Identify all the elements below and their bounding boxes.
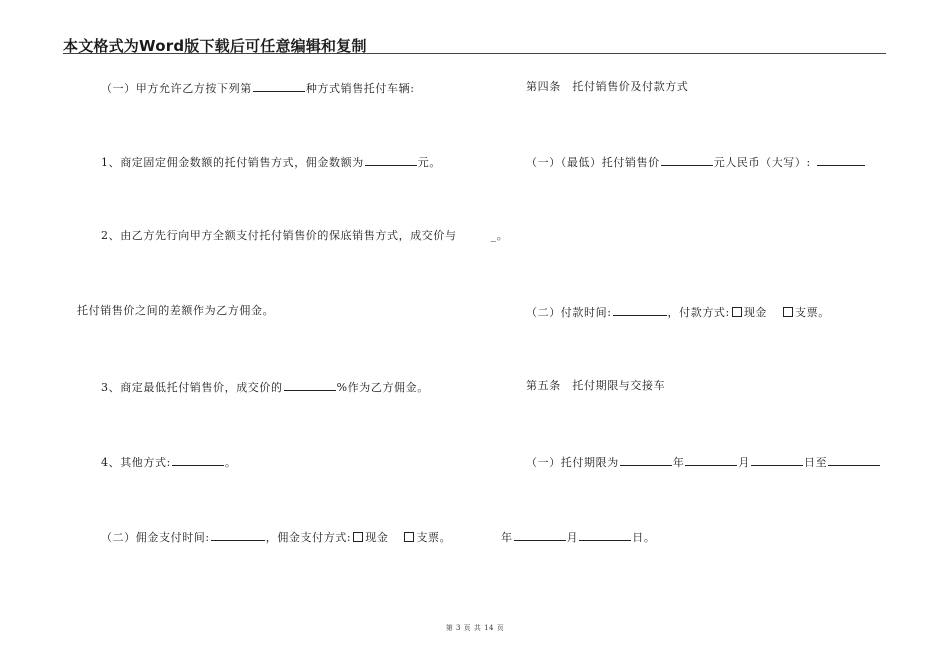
- empty-checkbox-icon[interactable]: [732, 307, 742, 317]
- article-four-heading: 第四条 托付销售价及付款方式: [526, 80, 689, 93]
- right-line-5-text-c: 月: [738, 456, 751, 469]
- left-line-3: [101, 229, 508, 243]
- right-line-6-text-a: 年: [501, 531, 513, 544]
- right-line-1: [526, 80, 688, 94]
- left-line-1: [101, 80, 415, 96]
- left-line-5-text-b: %作为乙方佣金。: [336, 381, 429, 394]
- right-line-6-text-b: 月: [566, 531, 579, 544]
- right-line-5: [526, 454, 881, 470]
- left-line-6-text-b: 。: [224, 456, 237, 469]
- right-line-6: [501, 529, 655, 545]
- blank-consign-price: [661, 154, 713, 166]
- blank-payment-time: [613, 304, 667, 316]
- right-line-5-text-d: 日至: [804, 456, 828, 469]
- option-cash-label: 现金: [365, 531, 389, 544]
- right-line-3-text-a: （二）付款时间:: [526, 306, 612, 319]
- left-line-6-text-a: 4、其他方式:: [101, 456, 171, 469]
- right-line-3-text-b: ，付款方式:: [667, 306, 730, 319]
- left-line-7-text-a: （二）佣金支付时间:: [101, 531, 210, 544]
- right-line-5-text-a: （一）托付期限为: [526, 456, 619, 469]
- left-line-2: [101, 154, 441, 170]
- left-line-5: [101, 379, 429, 395]
- blank-commission-percent: [284, 379, 336, 391]
- document-header-title: 本文格式为Word版下载后可任意编辑和复制: [63, 37, 367, 55]
- blank-end-year: [828, 454, 880, 466]
- left-line-2-text-a: 1、商定固定佣金数额的托付销售方式，佣金数额为: [101, 156, 364, 169]
- left-line-5-text-a: 3、商定最低托付销售价，成交价的: [101, 381, 283, 394]
- right-line-2-text-b: 元人民币（大写）:: [713, 156, 811, 169]
- left-line-3-text-b: _。: [490, 229, 509, 242]
- blank-commission-amount: [365, 154, 417, 166]
- left-line-1-text-b: 种方式销售托付车辆:: [305, 82, 415, 95]
- left-line-7-text-b: ，佣金支付方式:: [265, 531, 352, 544]
- blank-start-day: [751, 454, 803, 466]
- blank-commission-time: [211, 529, 265, 541]
- left-line-4: [77, 304, 274, 318]
- blank-start-month: [685, 454, 737, 466]
- right-line-2-text-a: （一）（最低）托付销售价: [526, 156, 660, 169]
- left-line-1-text-a: （一）甲方允许乙方按下列第: [101, 82, 252, 95]
- right-line-4: [526, 379, 665, 393]
- blank-end-month: [514, 529, 566, 541]
- right-line-3: [526, 304, 830, 320]
- right-line-6-text-c: 日。: [632, 531, 656, 544]
- left-line-6: [101, 454, 237, 470]
- blank-start-year: [620, 454, 672, 466]
- page-number-footer: 第 3 页 共 14 页: [445, 624, 505, 632]
- option-cheque-label: 支票。: [416, 531, 452, 544]
- blank-other-method: [172, 454, 224, 466]
- blank-method-number: [253, 80, 305, 92]
- payment-cheque-label: 支票。: [795, 306, 830, 319]
- empty-checkbox-icon[interactable]: [353, 532, 363, 542]
- left-line-7: [101, 529, 451, 545]
- header-divider: [63, 53, 886, 54]
- payment-cash-label: 现金: [743, 306, 768, 319]
- right-line-2: [526, 154, 866, 170]
- article-five-heading: 第五条 托付期限与交接车: [526, 379, 666, 392]
- left-line-3-text-a: 2、由乙方先行向甲方全额支付托付销售价的保底销售方式，成交价与: [101, 229, 457, 242]
- blank-price-uppercase: [817, 154, 865, 166]
- blank-end-day: [579, 529, 631, 541]
- empty-checkbox-icon[interactable]: [404, 532, 414, 542]
- empty-checkbox-icon[interactable]: [783, 307, 793, 317]
- left-line-4-text-a: 托付销售价之间的差额作为乙方佣金。: [77, 304, 275, 317]
- left-line-2-text-b: 元。: [417, 156, 441, 169]
- right-line-5-text-b: 年: [672, 456, 685, 469]
